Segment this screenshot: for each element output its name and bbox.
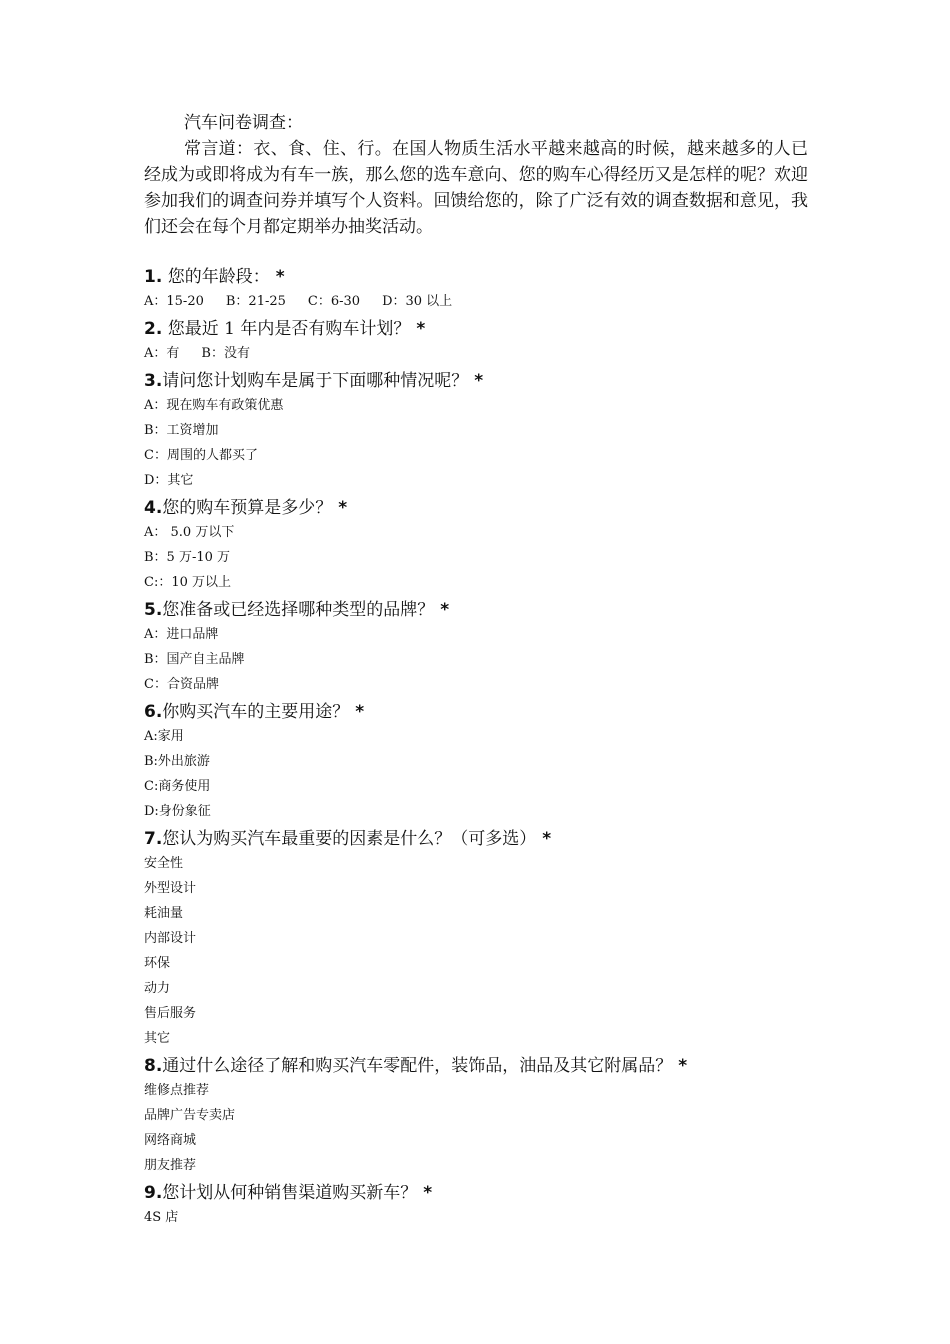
question-heading	[144, 493, 808, 520]
answer-option[interactable]: D:身份象征	[144, 804, 211, 819]
answer-option[interactable]: A：15-20	[144, 294, 204, 309]
answer-option[interactable]: A：有	[144, 346, 180, 361]
answer-option[interactable]: C:商务使用	[144, 779, 211, 794]
answer-option[interactable]: A： 5.0 万以下	[144, 525, 235, 540]
answer-option[interactable]: 耗油量	[144, 906, 184, 921]
question-block-3	[144, 366, 808, 493]
question-text: 您认为购买汽车最重要的因素是什么？（可多选）	[162, 829, 537, 849]
question-text: 你购买汽车的主要用途？	[162, 702, 350, 722]
option-list	[144, 622, 808, 697]
question-number: 2.	[144, 319, 163, 339]
question-list	[144, 262, 808, 1230]
option-list	[144, 1078, 808, 1178]
answer-option[interactable]: 品牌广告专卖店	[144, 1108, 236, 1123]
required-marker: *	[355, 702, 365, 722]
question-block-7	[144, 824, 808, 1051]
question-heading	[144, 262, 808, 289]
question-heading	[144, 366, 808, 393]
question-block-5	[144, 595, 808, 697]
question-block-6	[144, 697, 808, 824]
answer-option[interactable]: A：现在购车有政策优惠	[144, 398, 284, 413]
answer-option[interactable]: A：进口品牌	[144, 627, 219, 642]
answer-option[interactable]: B:外出旅游	[144, 754, 210, 769]
document-page	[144, 110, 808, 1230]
option-row	[144, 341, 808, 366]
question-text: 您的年龄段：	[162, 267, 270, 287]
question-text: 您计划从何种销售渠道购买新车？	[162, 1183, 418, 1203]
answer-option[interactable]: B：没有	[201, 346, 250, 361]
answer-option[interactable]: 动力	[144, 981, 171, 996]
question-number: 7.	[144, 829, 163, 849]
answer-option[interactable]: 网络商城	[144, 1133, 197, 1148]
option-list	[144, 520, 808, 595]
required-marker: *	[542, 829, 552, 849]
answer-option[interactable]: A:家用	[144, 729, 184, 744]
question-text: 您准备或已经选择哪种类型的品牌？	[162, 600, 435, 620]
required-marker: *	[275, 267, 285, 287]
question-text: 通过什么途径了解和购买汽车零配件，装饰品，油品及其它附属品？	[162, 1056, 673, 1076]
option-list	[144, 1205, 808, 1230]
answer-option[interactable]: 朋友推荐	[144, 1158, 197, 1173]
option-row	[144, 289, 808, 314]
document-title: 汽车问卷调查：	[184, 113, 303, 133]
question-text: 您的购车预算是多少？	[162, 498, 333, 518]
answer-option[interactable]: 4S 店	[144, 1210, 179, 1225]
answer-option[interactable]: B：5 万-10 万	[144, 550, 231, 565]
option-list	[144, 393, 808, 493]
intro-paragraph: 常言道：衣、食、住、行。在国人物质生活水平越来越高的时候，越来越多的人已经成为或即将成为有车一族，那么您的选车意向、您的购车心得经历又是怎样的呢？欢迎参加我们的调查问券并填写个人资料。回馈给您的，除了广泛有效的调查数据和意见，我们还会在每个月都定期举办抽奖活动。	[144, 139, 808, 237]
question-number: 9.	[144, 1183, 163, 1203]
answer-option[interactable]: 维修点推荐	[144, 1083, 210, 1098]
answer-option[interactable]: C：周围的人都买了	[144, 448, 258, 463]
question-number: 8.	[144, 1056, 163, 1076]
answer-option[interactable]: C:：10 万以上	[144, 575, 232, 590]
question-block-2	[144, 314, 808, 366]
answer-option[interactable]: 安全性	[144, 856, 184, 871]
question-number: 4.	[144, 498, 163, 518]
question-block-1	[144, 262, 808, 314]
required-marker: *	[678, 1056, 688, 1076]
question-block-4	[144, 493, 808, 595]
question-heading	[144, 697, 808, 724]
question-heading	[144, 824, 808, 851]
option-list	[144, 851, 808, 1051]
question-number: 1.	[144, 267, 163, 287]
answer-option[interactable]: D：30 以上	[382, 294, 453, 309]
answer-option[interactable]: 售后服务	[144, 1006, 197, 1021]
answer-option[interactable]: C：6-30	[307, 294, 361, 309]
answer-option[interactable]: B：工资增加	[144, 423, 219, 438]
question-text: 请问您计划购车是属于下面哪种情况呢？	[162, 371, 469, 391]
required-marker: *	[416, 319, 426, 339]
question-heading	[144, 1178, 808, 1205]
answer-option[interactable]: C：合资品牌	[144, 677, 219, 692]
question-number: 6.	[144, 702, 163, 722]
answer-option[interactable]: D：其它	[144, 473, 194, 488]
answer-option[interactable]: 其它	[144, 1031, 171, 1046]
answer-option[interactable]: 内部设计	[144, 931, 197, 946]
answer-option[interactable]: B：21-25	[225, 294, 286, 309]
required-marker: *	[440, 600, 450, 620]
required-marker: *	[338, 498, 348, 518]
question-heading	[144, 1051, 808, 1078]
question-heading	[144, 314, 808, 341]
question-block-9	[144, 1178, 808, 1230]
question-number: 5.	[144, 600, 163, 620]
answer-option[interactable]: 外型设计	[144, 881, 197, 896]
required-marker: *	[474, 371, 484, 391]
question-number: 3.	[144, 371, 163, 391]
answer-option[interactable]: 环保	[144, 956, 171, 971]
question-block-8	[144, 1051, 808, 1178]
option-list	[144, 724, 808, 824]
question-heading	[144, 595, 808, 622]
answer-option[interactable]: B：国产自主品牌	[144, 652, 245, 667]
required-marker: *	[423, 1183, 433, 1203]
question-text: 您最近 1 年内是否有购车计划？	[162, 319, 411, 339]
